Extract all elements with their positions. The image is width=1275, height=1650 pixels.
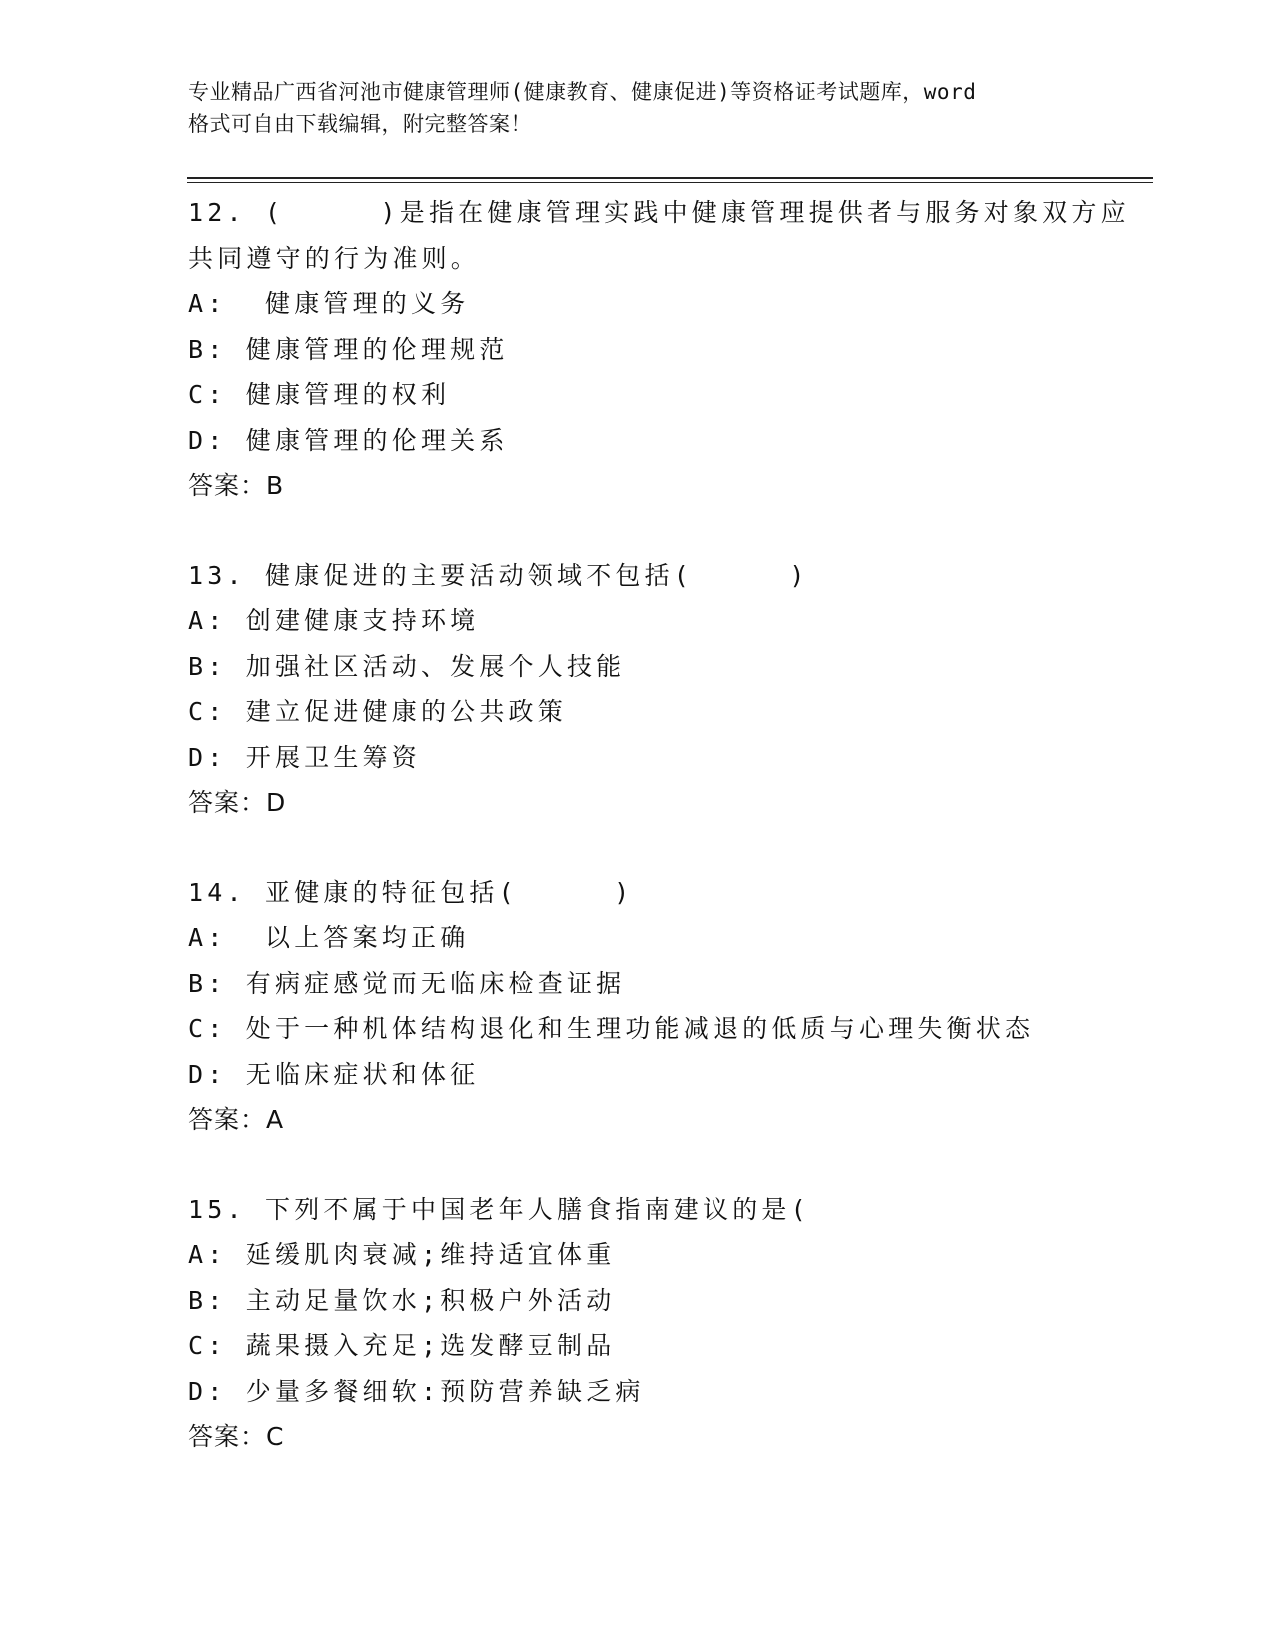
question-15 — [188, 1187, 1148, 1460]
document-header — [188, 76, 1088, 140]
answer-line — [188, 463, 1148, 509]
option-a: A: 延缓肌肉衰减;维持适宜体重 — [188, 1240, 616, 1269]
question-stem: 12. ( )是指在健康管理实践中健康管理提供者与服务对象双方应 — [188, 198, 1130, 227]
option-a: A: 创建健康支持环境 — [188, 606, 480, 635]
answer-label: 答案： — [188, 788, 267, 817]
answer-label: 答案： — [188, 1105, 267, 1134]
option-b: B: 加强社区活动、发展个人技能 — [188, 651, 626, 681]
question-14 — [188, 870, 1148, 1143]
answer-value: D — [266, 788, 287, 817]
answer-label: 答案： — [188, 1422, 267, 1451]
answer-line — [188, 1097, 1148, 1143]
question-stem: 15. 下列不属于中国老年人膳食指南建议的是( — [188, 1194, 810, 1224]
answer-value: A — [266, 1105, 285, 1134]
option-d: D: 无临床症状和体征 — [188, 1059, 480, 1089]
header-divider-thick — [187, 177, 1153, 179]
header-divider-thin — [187, 182, 1153, 183]
answer-line — [188, 780, 1148, 826]
option-d: D: 健康管理的伦理关系 — [188, 425, 509, 455]
question-stem: 13. 健康促进的主要活动领域不包括( ) — [188, 560, 809, 590]
question-12 — [188, 190, 1148, 509]
option-c: C: 处于一种机体结构退化和生理功能减退的低质与心理失衡状态 — [188, 1014, 1035, 1043]
option-c: C: 建立促进健康的公共政策 — [188, 697, 567, 726]
option-c: C: 蔬果摄入充足;选发酵豆制品 — [188, 1331, 616, 1360]
answer-label: 答案： — [188, 471, 267, 500]
answer-value: B — [266, 471, 285, 500]
option-d: D: 少量多餐细软:预防营养缺乏病 — [188, 1376, 645, 1406]
option-d: D: 开展卫生筹资 — [188, 742, 421, 772]
answer-value: C — [266, 1422, 285, 1451]
header-line-2: 格式可自由下载编辑，附完整答案！ — [188, 112, 532, 136]
option-a: A: 以上答案均正确 — [188, 923, 470, 952]
option-b: B: 主动足量饮水;积极户外活动 — [188, 1285, 616, 1315]
option-b: B: 健康管理的伦理规范 — [188, 334, 509, 364]
option-a: A: 健康管理的义务 — [188, 289, 470, 318]
question-stem: 共同遵守的行为准则。 — [188, 243, 481, 273]
question-13 — [188, 553, 1148, 826]
option-c: C: 健康管理的权利 — [188, 380, 451, 409]
option-b: B: 有病症感觉而无临床检查证据 — [188, 968, 626, 998]
question-list — [188, 190, 1148, 1460]
answer-line — [188, 1414, 1148, 1460]
header-line-1: 专业精品广西省河池市健康管理师(健康教育、健康促进)等资格证考试题库，word — [188, 80, 977, 104]
question-stem: 14. 亚健康的特征包括( ) — [188, 877, 634, 907]
